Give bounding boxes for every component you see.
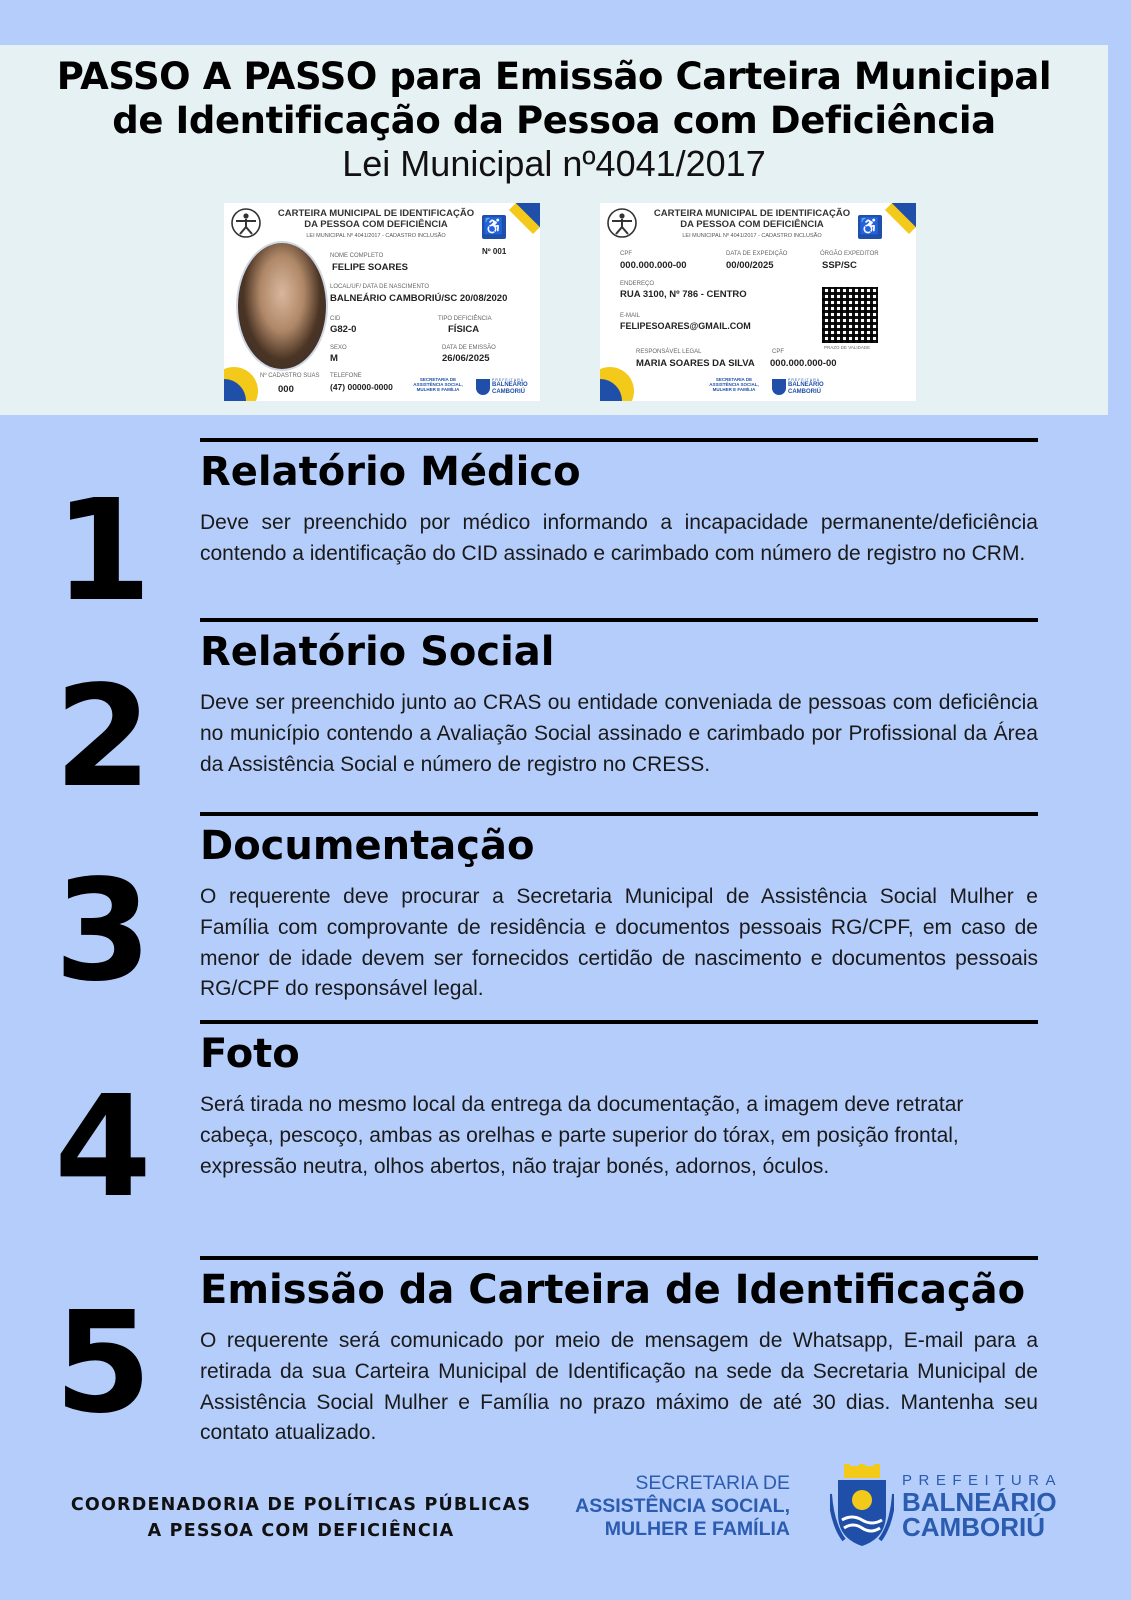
- page-title: [0, 55, 1108, 143]
- step-divider: [200, 1256, 1038, 1260]
- card-number: Nº 001: [482, 247, 507, 256]
- city-line-1: BALNEÁRIO: [902, 1487, 1057, 1517]
- wheelchair-icon: ♿: [858, 215, 882, 239]
- city-mini-prefeitura: PREFEITURA: [788, 378, 821, 382]
- name-value: FELIPE SOARES: [332, 262, 409, 273]
- id-card-back: [600, 203, 916, 401]
- validity-label: PRAZO DE VALIDADE: [824, 345, 871, 350]
- step-divider: [200, 618, 1038, 622]
- coordination-label: [56, 1492, 546, 1544]
- secretaria-mini-logo: SECRETARIA DE ASSISTÊNCIA SOCIAL, MULHER E FAMÍLIA: [413, 377, 463, 392]
- secretaria-line-1: SECRETARIA DE: [635, 1472, 790, 1494]
- card-law: LEI MUNICIPAL Nº 4041/2017 - CADASTRO INCLUSÃO: [682, 233, 822, 239]
- step-title: Documentação: [200, 823, 535, 869]
- step-text: O requerente deve procurar a Secretaria Municipal de Assistência Social Mulher e Família com comprovante de residência e documentos pessoais RG/CPF, em caso de menor de idade devem ser fornecidos certidão de nascimento e documentos pessoais RG/CPF do responsável legal.: [200, 885, 1038, 1001]
- email-label: E-MAIL: [620, 313, 641, 319]
- card-title-line-1: CARTEIRA MUNICIPAL DE IDENTIFICAÇÃO: [653, 208, 851, 219]
- issue-value: 26/06/2025: [442, 353, 490, 364]
- step-title: Foto: [200, 1031, 300, 1077]
- guardian-cpf-value: 000.000.000-00: [770, 358, 837, 369]
- city-line-2: CAMBORIÚ: [902, 1512, 1045, 1542]
- suas-value: 000: [278, 384, 294, 395]
- card-title-line-2: DA PESSOA COM DEFICIÊNCIA: [680, 219, 824, 230]
- city-mini-prefeitura: PREFEITURA: [492, 378, 525, 382]
- title-line-1: PASSO A PASSO para Emissão Carteira Municipal: [56, 55, 1052, 98]
- type-label: TIPO DEFICIÊNCIA: [438, 316, 492, 322]
- guardian-cpf-label: CPF: [772, 349, 784, 355]
- issue-label: DATA DE EMISSÃO: [442, 345, 496, 351]
- inclusion-emblem-icon: [230, 207, 262, 239]
- suas-label: Nº CADASTRO SUAS: [260, 373, 320, 379]
- phone-label: TELEFONE: [330, 373, 362, 379]
- step-text: Será tirada no mesmo local da entrega da documentação, a imagem deve retratar cabeça, pescoço, ambas as orelhas e parte superior do tórax, em posição frontal, expressão neutra, olhos abertos, não trajar bonés, adornos, óculos.: [200, 1093, 964, 1178]
- city-crest-icon: [476, 379, 490, 395]
- step-divider: [200, 438, 1038, 442]
- cpf-value: 000.000.000-00: [620, 260, 687, 271]
- exp-value: 00/00/2025: [726, 260, 774, 271]
- coordination-line-2: A PESSOA COM DEFICIÊNCIA: [147, 1521, 455, 1541]
- step-number: 5: [54, 1282, 152, 1445]
- step-number: 3: [54, 850, 152, 1013]
- step-text: Deve ser preenchido junto ao CRAS ou entidade conveniada de pessoas com deficiência no município contendo a Avaliação Social assinado e carimbado por Profissional da Área da Assistência Social e número de registro no CRESS.: [200, 691, 1038, 776]
- card-title-line-1: CARTEIRA MUNICIPAL DE IDENTIFICAÇÃO: [277, 208, 475, 219]
- city-crest-icon: [772, 379, 786, 395]
- card-law: LEI MUNICIPAL Nº 4041/2017 - CADASTRO INCLUSÃO: [306, 233, 446, 239]
- city-crest-icon: [830, 1464, 894, 1548]
- secretaria-line-3: MULHER E FAMÍLIA: [604, 1518, 790, 1540]
- address-label: ENDEREÇO: [620, 281, 655, 287]
- org-value: SSP/SC: [822, 260, 857, 271]
- cpf-label: CPF: [620, 251, 632, 257]
- step-divider: [200, 1020, 1038, 1024]
- card-title-line-2: DA PESSOA COM DEFICIÊNCIA: [304, 219, 448, 230]
- step-number: 2: [54, 656, 152, 819]
- qr-code: [822, 287, 878, 343]
- city-mini-logo: BALNEÁRIO CAMBORIÚ: [492, 382, 528, 395]
- phone-value: (47) 00000-0000: [330, 382, 393, 392]
- step-title: Emissão da Carteira de Identificação: [200, 1267, 1026, 1313]
- name-label: NOME COMPLETO: [330, 253, 384, 259]
- secretaria-mini-logo: SECRETARIA DE ASSISTÊNCIA SOCIAL, MULHER E FAMÍLIA: [709, 377, 759, 392]
- city-logo-text: [902, 1487, 1057, 1542]
- address-value: RUA 3100, Nº 786 - CENTRO: [620, 289, 747, 300]
- step-text: Deve ser preenchido por médico informando a incapacidade permanente/deficiência contendo a identificação do CID assinado e carimbado com número de registro no CRM.: [200, 511, 1038, 565]
- guardian-value: MARIA SOARES DA SILVA: [636, 358, 755, 369]
- coordination-line-1: COORDENADORIA DE POLÍTICAS PÚBLICAS: [70, 1495, 532, 1515]
- step-title: Relatório Médico: [200, 449, 581, 495]
- birth-label: LOCAL/UF/ DATA DE NASCIMENTO: [330, 284, 430, 290]
- step-text: O requerente será comunicado por meio de mensagem de Whatsapp, E-mail para a retirada da sua Carteira Municipal de Identificação na sede da Secretaria Municipal de Assistência Social Mulher e Família no prazo máximo de até 30 dias. Mantenha seu contato atualizado.: [200, 1329, 1038, 1445]
- card-photo: [236, 241, 328, 371]
- exp-label: DATA DE EXPEDIÇÃO: [726, 251, 788, 257]
- secretaria-line-2: ASSISTÊNCIA SOCIAL,: [575, 1495, 790, 1517]
- law-subtitle: Lei Municipal nº4041/2017: [342, 143, 766, 184]
- prefeitura-label: PREFEITURA: [902, 1472, 1063, 1489]
- sex-label: SEXO: [330, 345, 347, 351]
- step-number: 4: [54, 1066, 152, 1229]
- step-title: Relatório Social: [200, 629, 555, 675]
- title-line-2: de Identificação da Pessoa com Deficiência: [112, 99, 996, 142]
- guardian-label: RESPONSÁVEL LEGAL: [636, 349, 702, 355]
- card-title: [648, 208, 856, 230]
- card-title: [272, 208, 480, 230]
- sex-value: M: [330, 353, 338, 364]
- secretaria-logo: [566, 1472, 790, 1541]
- type-value: FÍSICA: [448, 324, 480, 335]
- email-value: FELIPESOARES@GMAIL.COM: [620, 321, 751, 331]
- birth-value: BALNEÁRIO CAMBORIÚ/SC 20/08/2020: [330, 293, 508, 304]
- org-label: ÓRGÃO EXPEDITOR: [820, 251, 879, 257]
- step-number: 1: [54, 470, 152, 633]
- city-mini-logo: BALNEÁRIO CAMBORIÚ: [788, 382, 824, 395]
- step-divider: [200, 812, 1038, 816]
- wheelchair-icon: ♿: [482, 215, 506, 239]
- header-band: [0, 45, 1108, 415]
- cid-value: G82-0: [330, 324, 357, 335]
- inclusion-emblem-icon: [606, 207, 638, 239]
- id-card-front: [224, 203, 540, 401]
- cid-label: CID: [330, 316, 341, 322]
